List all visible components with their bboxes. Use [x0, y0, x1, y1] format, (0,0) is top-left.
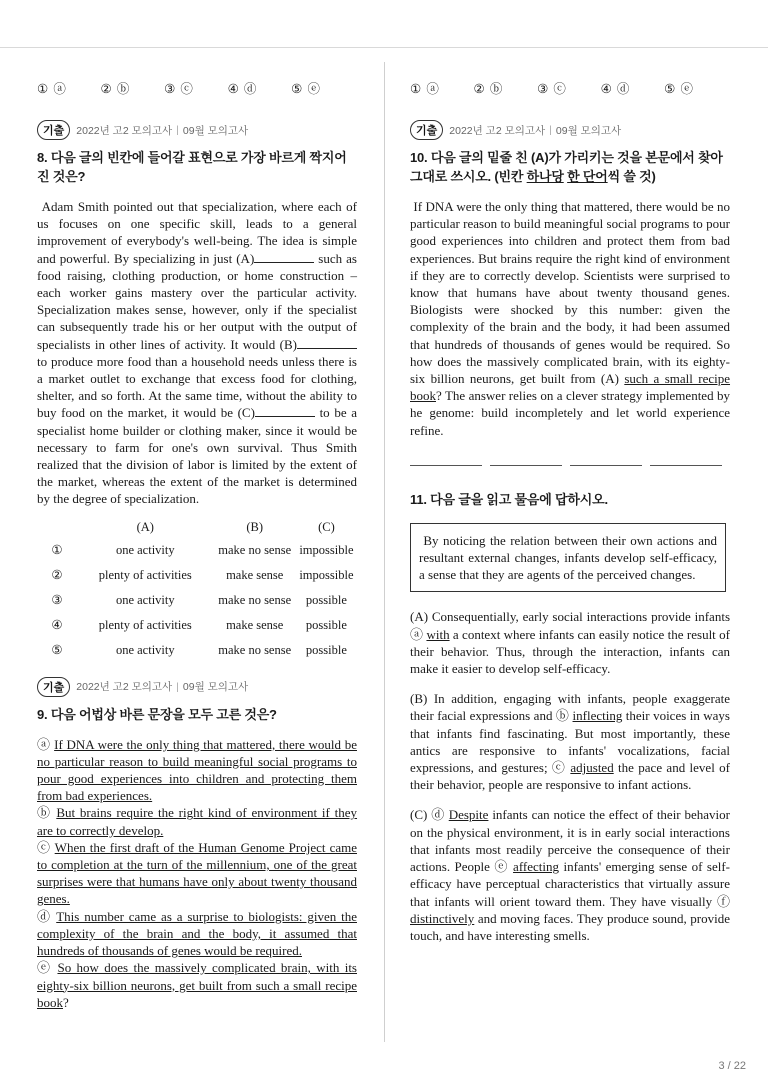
- paragraph-b: (B) In addition, engaging with infants, people exaggerate their facial expressions and ⓑ inflecting their voices in ways that infants find fascinating. But most importantly, these antics are responsive to infants' vocalizations, facial expressions, and gestures; ⓒ adjusted the pace and level of their behavior, people are responsive to infant actions.: [410, 691, 730, 793]
- source-tag-q9: 기출 2022년 고2 모의고사 | 09월 모의고사: [37, 677, 357, 697]
- choice-4[interactable]: ④ ⓓ: [600, 82, 631, 96]
- past-exam-badge: 기출: [37, 677, 70, 697]
- past-exam-badge: 기출: [37, 120, 70, 140]
- choice-5[interactable]: ⑤ ⓔ: [664, 82, 694, 96]
- exam-month: 09월 모의고사: [182, 681, 249, 694]
- answer-blank[interactable]: [490, 465, 562, 466]
- choice-1[interactable]: ① ⓐ: [37, 82, 67, 96]
- source-tag-q8: 기출 2022년 고2 모의고사 | 09월 모의고사: [37, 120, 357, 140]
- answer-blank[interactable]: [410, 465, 482, 466]
- exam-year: 2022년 고2 모의고사: [449, 124, 546, 137]
- question-8-title: 8. 다음 글의 빈칸에 들어갈 표현으로 가장 바르게 짝지어진 것은?: [37, 150, 347, 184]
- sentence-d: ⓓ This number came as a surprise to biologists: given the complexity of the brain and the body, it assumed that hundreds of thousands of genes would be required.: [37, 908, 357, 959]
- question-10-title: 10. 다음 글의 밑줄 친 (A)가 가리키는 것을 본문에서 찾아 그대로 쓰시오. (빈칸 하나당 한 단어씩 쓸 것): [410, 150, 723, 184]
- header-c: (C): [318, 520, 335, 535]
- sentence-b: ⓑ But brains require the right kind of environment if they are to correctly develop.: [37, 805, 358, 838]
- blank-b: [297, 337, 357, 349]
- column-divider: [384, 62, 385, 1042]
- choice-3[interactable]: ③ ⓒ: [537, 82, 567, 96]
- answer-blank[interactable]: [650, 465, 722, 466]
- question-8-options-table: [37, 518, 357, 663]
- right-column: [410, 78, 730, 944]
- answer-blanks: [410, 465, 722, 466]
- left-column: [37, 78, 357, 1011]
- exam-year: 2022년 고2 모의고사: [76, 681, 173, 694]
- answer-choices-q9: [410, 78, 694, 98]
- answer-choices-q7: [37, 78, 321, 98]
- question-11-title: 11. 다음 글을 읽고 물음에 답하시오.: [410, 491, 608, 507]
- paragraph-c: (C) ⓓ Despite infants can notice the effect of their behavior on the physical environment, it is in early social interactions that infants most readily perceive the consequence of their actions. People ⓔ affecting infants' emerging sense of self-efficacy have perceptual characteristics that virtually assure that infants will orient toward them. They have visually ⓕ distinctively and moving faces. They produce sound, provide touch, and have interesting smells.: [410, 807, 730, 943]
- source-tag-q10: 기출 2022년 고2 모의고사 | 09월 모의고사: [410, 120, 730, 140]
- exam-year: 2022년 고2 모의고사: [76, 124, 173, 137]
- blank-c: [255, 405, 315, 417]
- choice-2[interactable]: ② ⓑ: [100, 82, 131, 96]
- past-exam-badge: 기출: [410, 120, 443, 140]
- blank-a: [254, 251, 314, 263]
- question-8-passage: Adam Smith pointed out that specialization, where each of us focuses on one specific skill, leads to a general improvement of everybody's well-being. The idea is simple and powerful. By specializing in just (A) such as food raising, clothing production, or home construction – each worker gains mastery over the particular activity. Specialization makes sense, however, only if the specialist can subsequently trade his or her output with the output of specialists in other lines of activity. It would (B) to produce more food than a household needs unless there is a market outlet to exchange that excess food for clothing, shelter, and so forth. At the same time, without the ability to buy food on the market, it would be (C) to be a specialist home builder or clothing maker, since it would be necessary to farm for one's own survival. Thus Smith realized that the division of labor is limited by the extent of the market, whereas the extent of the market is determined by the degree of specialization.: [37, 199, 358, 507]
- question-10-passage: If DNA were the only thing that mattered, there would be no particular reason to build meaningful social programs to pour good experiences into children and protect them from bad experiences. But brains require the right kind of environment if they are to correctly develop. Scientists were surprised to know that humans have about twenty thousand genes. Biologists were shocked by this number: given the complexity of the brain and the body, it had been assumed that hundreds of thousands of genes would be required. So how does the massively complicated brain, with its eighty-six billion neurons, get built from (A) such a small recipe book? The answer relies on a clever strategy implemented by he genome: build incompletely and let world experience refine.: [410, 199, 731, 438]
- question-9-sentences: [37, 736, 357, 1011]
- option-row[interactable]: ⑤ one activity make no sense possible: [51, 642, 347, 657]
- header-rule: [0, 47, 768, 48]
- underlined-phrase-a: such a small recipe book: [410, 371, 731, 404]
- sentence-a: ⓐ If DNA were the only thing that mattered, there would be no particular reason to build meaningful social programs to pour good experiences into children and protecting them from bad experiences.: [37, 736, 357, 804]
- header-b: (B): [246, 520, 264, 535]
- exam-month: 09월 모의고사: [555, 124, 622, 137]
- choice-4[interactable]: ④ ⓓ: [227, 82, 258, 96]
- sentence-c: ⓒ When the first draft of the Human Genome Project came to completion at the turn of the millennium, one of the great surprises were that humans have only about twenty thousand genes.: [37, 839, 357, 907]
- paragraph-a: (A) Consequentially, early social interactions provide infants ⓐ with a context where infants can easily notice the result of their behavior. Thus, through the interaction, infants can make it easier to develop self-efficacy.: [410, 609, 730, 677]
- answer-blank[interactable]: [570, 465, 642, 466]
- choice-5[interactable]: ⑤ ⓔ: [291, 82, 321, 96]
- option-row[interactable]: ② plenty of activities make sense impossible: [51, 567, 354, 582]
- choice-2[interactable]: ② ⓑ: [473, 82, 504, 96]
- option-row[interactable]: ④ plenty of activities make sense possible: [51, 617, 347, 632]
- choice-3[interactable]: ③ ⓒ: [164, 82, 194, 96]
- option-row[interactable]: ③ one activity make no sense possible: [51, 592, 347, 607]
- question-9-title: 9. 다음 어법상 바른 문장을 모두 고른 것은?: [37, 706, 277, 722]
- exam-month: 09월 모의고사: [182, 124, 249, 137]
- given-sentence-box: By noticing the relation between their own actions and resultant external changes, infants develop self-efficacy, a sense that they are agents of the perceived changes.: [410, 523, 726, 593]
- options-header-row: [37, 518, 357, 538]
- header-a: (A): [136, 520, 154, 535]
- page-number: 3 / 22: [718, 1060, 746, 1072]
- sentence-e: ⓔ So how does the massively complicated brain, with its eighty-six billion neurons, get built from such a small recipe book?: [37, 960, 357, 1010]
- option-row[interactable]: ① one activity make no sense impossible: [51, 542, 354, 557]
- choice-1[interactable]: ① ⓐ: [410, 82, 440, 96]
